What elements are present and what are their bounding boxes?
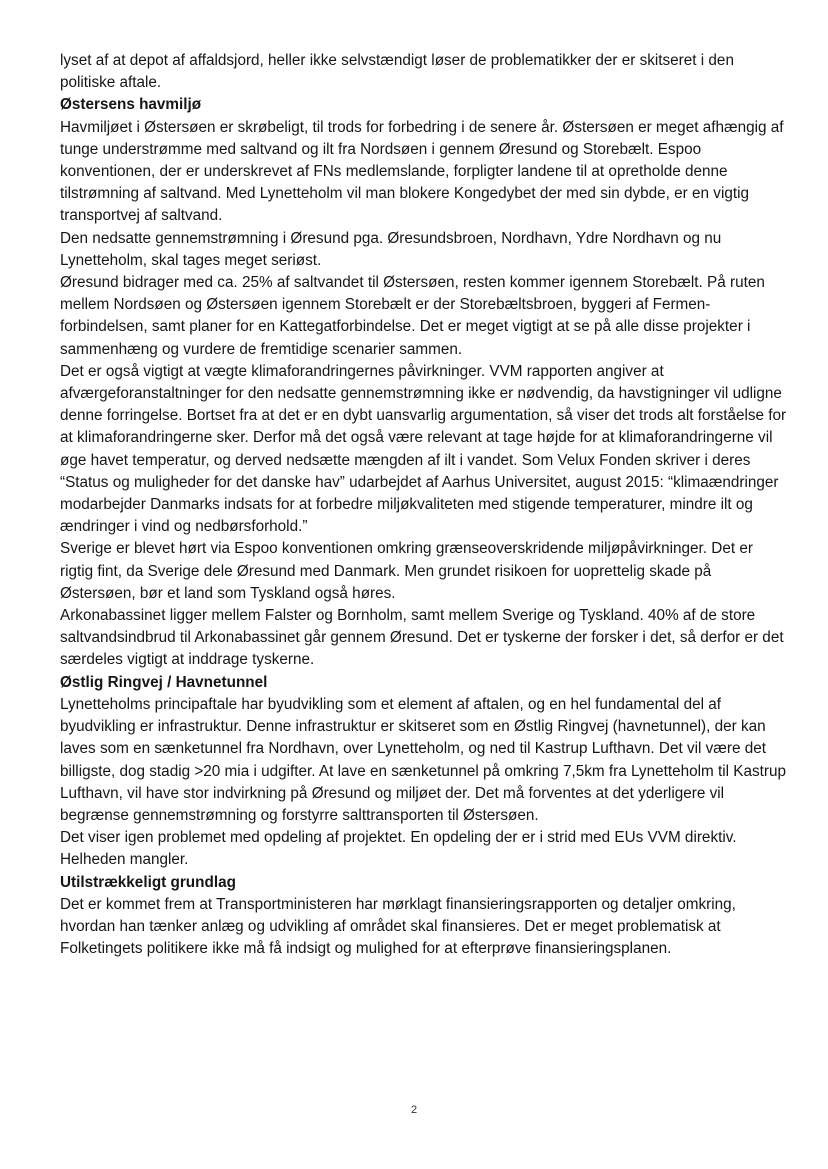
section-heading: Østlig Ringvej / Havnetunnel (60, 673, 268, 691)
paragraph: Øresund bidrager med ca. 25% af saltvandet til Østersøen, resten kommer igennem Storebælt. På ruten mellem Nordsøen og Østersøen igennem Storebælt er der Storebæltsbroen, byggeri af Fermen-forbindelsen, samt planer for en Kattegatforbindelse. Det er meget vigtigt at se på alle disse projekter i sammenhæng og vurdere de fremtidige scenarier sammen. (60, 274, 765, 358)
paragraph: Det er kommet frem at Transportministeren har mørklagt finansieringsrapporten og detaljer omkring, hvordan han tænker anlæg og udvikling af området skal finansieres. Det er meget problematisk at Folketingets politikere ikke må få indsigt og mulighed for at efterprøve finansieringsplanen. (60, 895, 736, 958)
paragraph: lyset af at depot af affaldsjord, heller ikke selvstændigt løser de problematikker der er skitseret i den politiske aftale. (60, 52, 734, 92)
paragraph: Lynetteholms principaftale har byudvikling som et element af aftalen, og en hel fundamental del af byudvikling er infrastruktur. Denne infrastruktur er skitseret som en Østlig Ringvej (havnetunnel), der kan laves som en sænketunnel fra Nordhavn, over Lynetteholm, og ned til Kastrup Lufthavn. Det vil være det billigste, dog stadig >20 mia i udgifter. At lave en sænketunnel på omkring 7,5km fra Lynetteholm til Kastrup Lufthavn, vil have stor indvirkning på Øresund og miljøet der. Det må forventes at det yderligere vil begrænse gennemstrømning og forstyrre salttransporten til Østersøen. (60, 695, 787, 824)
paragraph: Den nedsatte gennemstrømning i Øresund pga. Øresundsbroen, Nordhavn, Ydre Nordhavn og nu Lynetteholm, skal tages meget seriøst. (60, 229, 722, 269)
section-heading: Utilstrækkeligt grundlag (60, 873, 236, 891)
paragraph: Sverige er blevet hørt via Espoo konventionen omkring grænseoverskridende miljøpåvirkninger. Det er rigtig fint, da Sverige dele Øresund med Danmark. Men grundet risikoen for uoprettelig skade på Østersøen, bør et land som Tyskland også høres. (60, 540, 753, 602)
section-heading: Østersens havmiljø (60, 96, 202, 114)
page-number: 2 (410, 1104, 418, 1116)
document-body (60, 50, 790, 960)
paragraph: Arkonabassinet ligger mellem Falster og Bornholm, samt mellem Sverige og Tyskland. 40% af de store saltvandsindbrud til Arkonabassinet går gennem Øresund. Det er tyskerne der forsker i det, så derfor er det særdeles vigtigt at inddrage tyskerne. (60, 607, 784, 669)
paragraph: Det viser igen problemet med opdeling af projektet. En opdeling der er i strid med EUs VVM direktiv. Helheden mangler. (60, 829, 737, 869)
paragraph: Det er også vigtigt at vægte klimaforandringernes påvirkninger. VVM rapporten angiver at afværgeforanstaltninger for den nedsatte gennemstrømning ikke er nødvendig, da havstigninger vil udligne denne forringelse. Bortset fra at det er en dybt uansvarlig argumentation, så viser det trods alt forståelse for at klimaforandringerne sker. Derfor må det også være relevant at tage højde for at klimaforandringerne vil øge havet temperatur, og derved nedsætte mængden af ilt i vandet. Som Velux Fonden skriver i deres “Status og muligheder for det danske hav” udarbejdet af Aarhus Universitet, august 2015: “klimaændringer modarbejder Danmarks indsats for at forbedre miljøkvaliteten med stigende temperaturer, mindre ilt og ændringer i vind og nedbørsforhold.” (60, 362, 787, 536)
paragraph: Havmiljøet i Østersøen er skrøbeligt, til trods for forbedring i de senere år. Østersøen er meget afhængig af tunge understrømme med saltvand og ilt fra Nordsøen i gennem Øresund og Storebælt. Espoo konventionen, der er underskrevet af FNs medlemslande, forpligter landene til at opretholde denne tilstrømning af saltvand. Med Lynetteholm vil man blokere Kongedybet der med sin dybde, er en vigtig transportvej af saltvand. (60, 118, 784, 225)
